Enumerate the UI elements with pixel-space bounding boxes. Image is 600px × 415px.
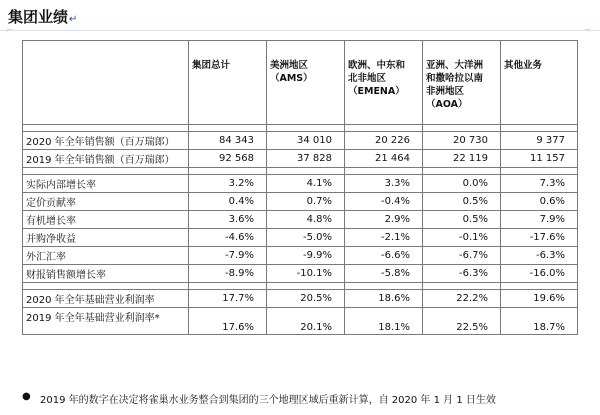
table-cell: 22 119 [423, 150, 501, 168]
table-cell: -17.6% [501, 229, 578, 247]
separator-cell [267, 125, 345, 132]
table-cell: -7.9% [189, 247, 267, 265]
row-label: 实际内部增长率 [23, 175, 189, 193]
separator-cell [423, 283, 501, 290]
table-row [23, 150, 578, 168]
table-cell: 4.1% [267, 175, 345, 193]
row-label: 2019 年全年基础营业利润率* [23, 308, 189, 335]
separator-cell [23, 168, 189, 175]
row-label: 外汇汇率 [23, 247, 189, 265]
table-cell: 22.5% [423, 308, 501, 335]
table-cell: 0.6% [501, 193, 578, 211]
header-text: 其他业务 [504, 60, 543, 71]
table-row [23, 290, 578, 308]
table-cell: -2.1% [345, 229, 423, 247]
table-cell: 0.5% [423, 193, 501, 211]
table-cell: 19.6% [501, 290, 578, 308]
row-label: 并购净收益 [23, 229, 189, 247]
separator-cell [189, 125, 267, 132]
footnote: 2019 年的数字在决定将雀巢水业务整合到集团的三个地理区域后重新计算，自 2020 年 1 月 1 日生效 [40, 395, 496, 406]
header-row [23, 41, 578, 125]
table-cell: -5.8% [345, 265, 423, 283]
results-table-body [23, 41, 578, 335]
separator-cell [267, 168, 345, 175]
table-cell: 4.8% [267, 211, 345, 229]
section-separator [23, 283, 578, 290]
table-cell: 7.3% [501, 175, 578, 193]
table-cell: 37 828 [267, 150, 345, 168]
header-text: 美洲地区 [270, 60, 309, 71]
separator-cell [423, 168, 501, 175]
separator-cell [189, 168, 267, 175]
table-cell: -6.6% [345, 247, 423, 265]
header-text: 非洲地区 [426, 86, 465, 97]
table-cell: -0.1% [423, 229, 501, 247]
header-text: （AMS） [270, 73, 313, 84]
bullet-icon: ● [22, 391, 31, 402]
header-cell-empty [23, 41, 189, 125]
table-row [23, 308, 578, 335]
table-cell: -0.4% [345, 193, 423, 211]
table-cell: 21 464 [345, 150, 423, 168]
page-title [8, 6, 77, 27]
table-cell: -10.1% [267, 265, 345, 283]
table-cell: 20.1% [267, 308, 345, 335]
header-text: （EMENA） [348, 86, 405, 97]
table-cell: 18.6% [345, 290, 423, 308]
table-cell: 0.0% [423, 175, 501, 193]
table-cell: 7.9% [501, 211, 578, 229]
header-cell [267, 41, 345, 125]
row-label: 2019 年全年销售额（百万瑞郎） [23, 150, 189, 168]
separator-cell [423, 125, 501, 132]
separator-cell [501, 125, 578, 132]
separator-cell [189, 283, 267, 290]
table-cell: 92 568 [189, 150, 267, 168]
table-row [23, 175, 578, 193]
table-cell: 9 377 [501, 132, 578, 150]
header-text: 亚洲、大洋洲 [426, 60, 484, 71]
table-row [23, 265, 578, 283]
separator-cell [23, 125, 189, 132]
table-cell: 34 010 [267, 132, 345, 150]
row-label: 财报销售额增长率 [23, 265, 189, 283]
table-row [23, 247, 578, 265]
table-cell: 2.9% [345, 211, 423, 229]
header-text: 北非地区 [348, 73, 387, 84]
table-cell: 0.5% [423, 211, 501, 229]
table-cell: -9.9% [267, 247, 345, 265]
table-cell: 3.3% [345, 175, 423, 193]
table-cell: -5.0% [267, 229, 345, 247]
table-cell: 18.1% [345, 308, 423, 335]
table-cell: 0.4% [189, 193, 267, 211]
table-cell: -16.0% [501, 265, 578, 283]
table-cell: 22.2% [423, 290, 501, 308]
table-row [23, 211, 578, 229]
table-cell: 11 157 [501, 150, 578, 168]
table-cell: 20 730 [423, 132, 501, 150]
header-text: 和撒哈拉以南 [426, 73, 484, 84]
separator-cell [23, 283, 189, 290]
row-label: 2020 年全年基础营业利润率 [23, 290, 189, 308]
header-text: （AOA） [426, 99, 468, 110]
section-separator [23, 168, 578, 175]
row-label: 有机增长率 [23, 211, 189, 229]
table-cell: 3.6% [189, 211, 267, 229]
table-cell: 0.7% [267, 193, 345, 211]
header-rule [0, 30, 600, 31]
table-cell: 17.6% [189, 308, 267, 335]
separator-cell [345, 125, 423, 132]
separator-cell [345, 283, 423, 290]
table-cell: 18.7% [501, 308, 578, 335]
table-cell: 3.2% [189, 175, 267, 193]
table-row [23, 193, 578, 211]
row-label: 2020 年全年销售额（百万瑞郎） [23, 132, 189, 150]
table-cell: -4.6% [189, 229, 267, 247]
header-text: 欧洲、中东和 [348, 60, 406, 71]
table-cell: 20 226 [345, 132, 423, 150]
table-cell: -6.7% [423, 247, 501, 265]
header-cell [345, 41, 423, 125]
separator-cell [501, 283, 578, 290]
table-cell: 84 343 [189, 132, 267, 150]
row-label: 定价贡献率 [23, 193, 189, 211]
table-cell: 17.7% [189, 290, 267, 308]
separator-cell [267, 283, 345, 290]
table-cell: -6.3% [423, 265, 501, 283]
paragraph-mark-icon: ↵ [69, 14, 78, 25]
table-row [23, 229, 578, 247]
header-cell [501, 41, 578, 125]
section-separator [23, 125, 578, 132]
separator-cell [501, 168, 578, 175]
header-cell [423, 41, 501, 125]
table-row [23, 132, 578, 150]
table-cell: -8.9% [189, 265, 267, 283]
page-title-text: 集团业绩 [8, 8, 69, 26]
separator-cell [345, 168, 423, 175]
header-cell [189, 41, 267, 125]
header-text: 集团总计 [192, 60, 231, 71]
table-cell: 20.5% [267, 290, 345, 308]
table-cell: -6.3% [501, 247, 578, 265]
results-table [22, 40, 578, 335]
